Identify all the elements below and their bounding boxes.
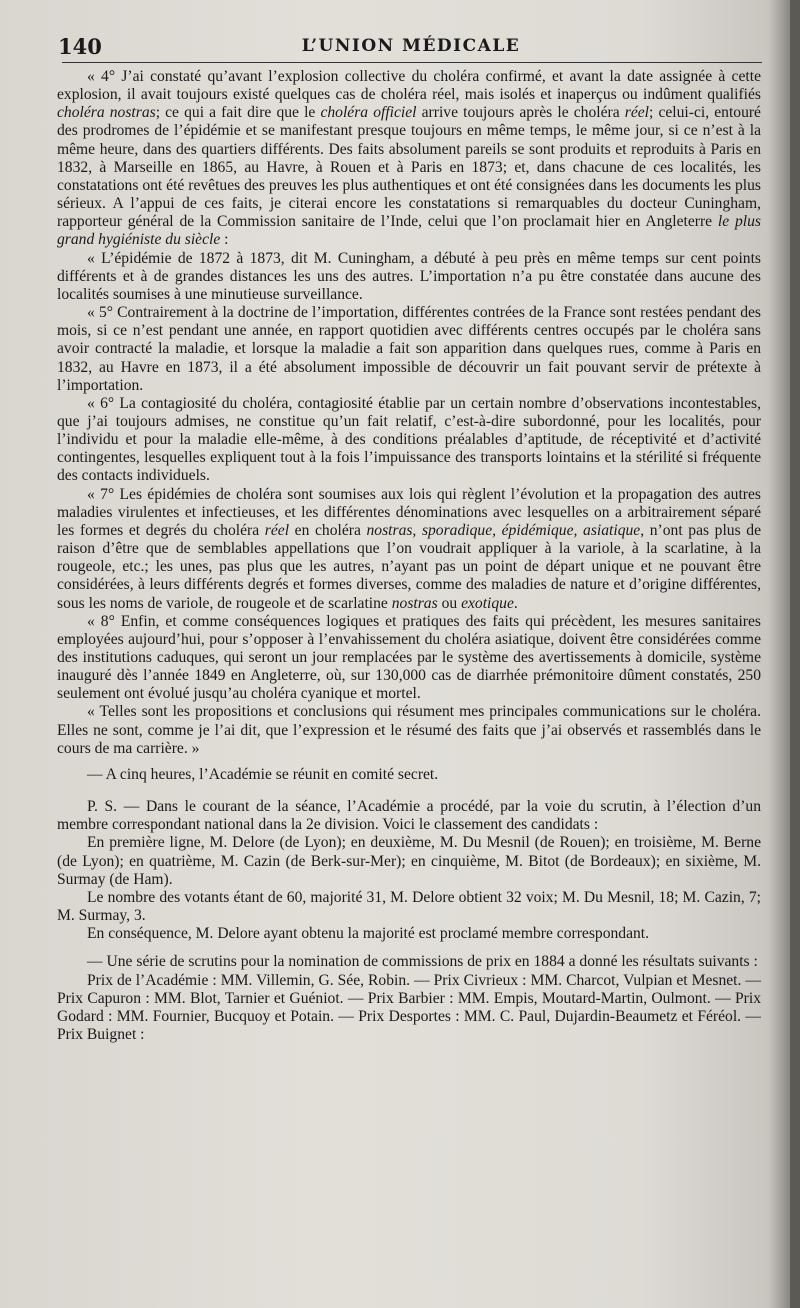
page-number: 140 [58,34,102,59]
page-edge-shadow [790,0,800,1308]
paragraph-p4 [57,395,761,486]
paragraph-p12 [57,925,761,943]
text-segment: ; ce qui a fait dire que le [155,104,321,122]
text-segment: Le nombre des votants étant de 60, majorité 31, M. Delore obtient 32 voix; M. Du Mesnil, 18; M. Cazin, 7; M. Surmay, 3. [57,888,761,925]
text-segment: arrive toujours après le choléra [416,104,625,122]
article-body [57,68,761,1044]
text-segment: . [513,594,518,612]
paragraph-p8 [57,766,761,784]
paragraph-p5 [57,486,761,613]
text-segment: P. S. — Dans le courant de la séance, l’Académie a procédé, par la voie du scrutin, à l’élection d’un membre correspondant national dans la 2e division. Voici le classement des candidats : [57,798,761,834]
italic-text: choléra officiel [320,104,417,122]
text-segment: « 4° J’ai constaté qu’avant l’explosion collective du choléra confirmé, et avant la date assignée à cette explosion, il avait toujours existé quelques cas de choléra réel, mais isolés et inaperçus ou indûment qualifiés [57,68,761,104]
text-segment: — A cinq heures, l’Académie se réunit en comité secret. [87,765,439,783]
text-segment: « 8° Enfin, et comme conséquences logiques et pratiques des faits qui précèdent, les mesures sanitaires employées aujourd’hui, pour s’opposer à l’envahissement du choléra asiatique, doivent être considérées comme des institutions caduques, qui seront un jour remplacées par le système des avertissements à domicile, système inauguré dès l’année 1849 en Angleterre, où, sur 130,000 cas de diarrhée prémonitoire dûment constatés, 250 seulement ont évolué jusqu’au choléra cyanique et mortel. [57,612,761,703]
text-segment: « 5° Contrairement à la doctrine de l’importation, différentes contrées de la France sont restées pendant des mois, si ce n’est pendant une année, en rapport quotidien avec différents centres occupés par le choléra sans avoir contracté la maladie, et lorsque la maladie a fait son apparition dans quelques rues, comme à Paris en 1832, au Havre en 1873, il a été absolument impossible de découvrir un fait pouvant servir de prétexte à l’importation. [57,304,761,394]
paragraph-p11 [57,889,761,925]
journal-title: L’UNION MÉDICALE [301,36,521,56]
page-header [58,32,764,60]
italic-text: nostras [391,594,438,612]
paragraph-p1 [57,68,761,250]
paragraph-p3 [57,304,761,395]
paragraph-p14 [57,972,761,1045]
paragraph-p13 [57,953,761,971]
text-segment: ; celui-ci, entouré des prodromes de l’épidémie et se manifestant presque toujours en même temps, le même jour, si ce n’est à la même heure, dans des quartiers différents. Des faits absolument pareils se sont produits et reproduits à Paris en 1832, à Marseille en 1865, au Havre, à Rouen et à Paris en 1873; et, dans chacune de ces localités, les constatations ont été revêtues des preuves les plus authentiques et ont été consignées dans les documents les plus sérieux. A l’appui de ces faits, je citerai encore les constatations si remarquables du docteur Cuningham, rapporteur général de la Commission sanitaire de l’Inde, celui que l’on proclamait hier en Angleterre [57,104,761,231]
paragraph-p2 [57,250,761,304]
text-segment: En première ligne, M. Delore (de Lyon); en deuxième, M. Du Mesnil (de Rouen); en troisième, M. Berne (de Lyon); en quatrième, M. Cazin (de Berk-sur-Mer); en cinquième, M. Bitot (de Bordeaux); en sixième, M. Surmay (de Ham). [57,834,761,888]
paragraph-p10 [57,834,761,888]
paragraph-p9 [57,798,761,834]
italic-text: choléra nostras [57,104,156,122]
text-segment: « 6° La contagiosité du choléra, contagiosité établie par un certain nombre d’observations incontestables, que j’ai toujours admises, ne constitue qu’un fait relatif, c’est-à-dire subordonné, pour les localités, pour l’individu et pour la maladie elle-même, à des conditions préalables d’aptitude, de réceptivité et d’activité contingentes, lesquelles expliquent tout à la fois l’impuissance des transports lointains et la stérilité si fréquente des contacts individuels. [57,394,761,485]
text-segment: en choléra [289,521,367,539]
text-segment: ou [437,594,462,612]
text-segment: « Telles sont les propositions et conclusions qui résument mes principales communications sur le choléra. Elles ne sont, comme je l’ai dit, que l’expression et le résumé des faits que j’ai observés et rassemblés dans le cours de ma carrière. » [57,703,761,757]
paragraph-p7 [57,703,761,757]
italic-text: réel [264,521,290,539]
text-segment: « L’épidémie de 1872 à 1873, dit M. Cuningham, a débuté à peu près en même temps sur cent points différents et à de grandes distances les uns des autres. L’importation n’a pu être constatée dans aucune des localités soumises à une minutieuse surveillance. [57,249,761,303]
text-segment: Prix de l’Académie : MM. Villemin, G. Sée, Robin. — Prix Civrieux : MM. Charcot, Vulpian et Mesnet. — Prix Capuron : MM. Blot, Tarnier et Guéniot. — Prix Barbier : MM. Empis, Moutard-Martin, Oulmont. — Prix Godard : MM. Fournier, Bucquoy et Potain. — Prix Desportes : MM. C. Paul, Dujardin-Beaumetz et Féréol. — Prix Buignet : [57,971,761,1043]
text-segment: — Une série de scrutins pour la nomination de commissions de prix en 1884 a donné les résultats suivants : [87,953,758,971]
header-rule [62,62,762,63]
italic-text: le plus grand hygiéniste du siècle [57,213,761,249]
italic-text: nostras, sporadique, épidémique, asiatique [366,521,641,539]
text-segment: En conséquence, M. Delore ayant obtenu la majorité est proclamé membre correspondant. [87,925,650,943]
paragraph-p6 [57,613,761,704]
text-segment: : [220,231,229,249]
italic-text: réel [624,104,649,122]
text-segment: , n’ont pas plus de raison d’être que de semblables appellations que l’on voudrait appliquer à la variole, à la scarlatine, à la rougeole, etc.; les unes, pas plus que les autres, n’ayant pas un point de départ unique et ne pouvant être considérées, à leurs différents degrés et formes diverses, comme des maladies de nature et d’origine différentes, sous les noms de variole, de rougeole et de scarlatine [57,521,762,612]
italic-text: exotique [461,594,514,612]
text-segment: « 7° Les épidémies de choléra sont soumises aux lois qui règlent l’évolution et la propagation des autres maladies virulentes et infectieuses, et les différentes dénominations avec lesquelles on a arbitrairement séparé les formes et degrés du choléra [57,485,761,539]
